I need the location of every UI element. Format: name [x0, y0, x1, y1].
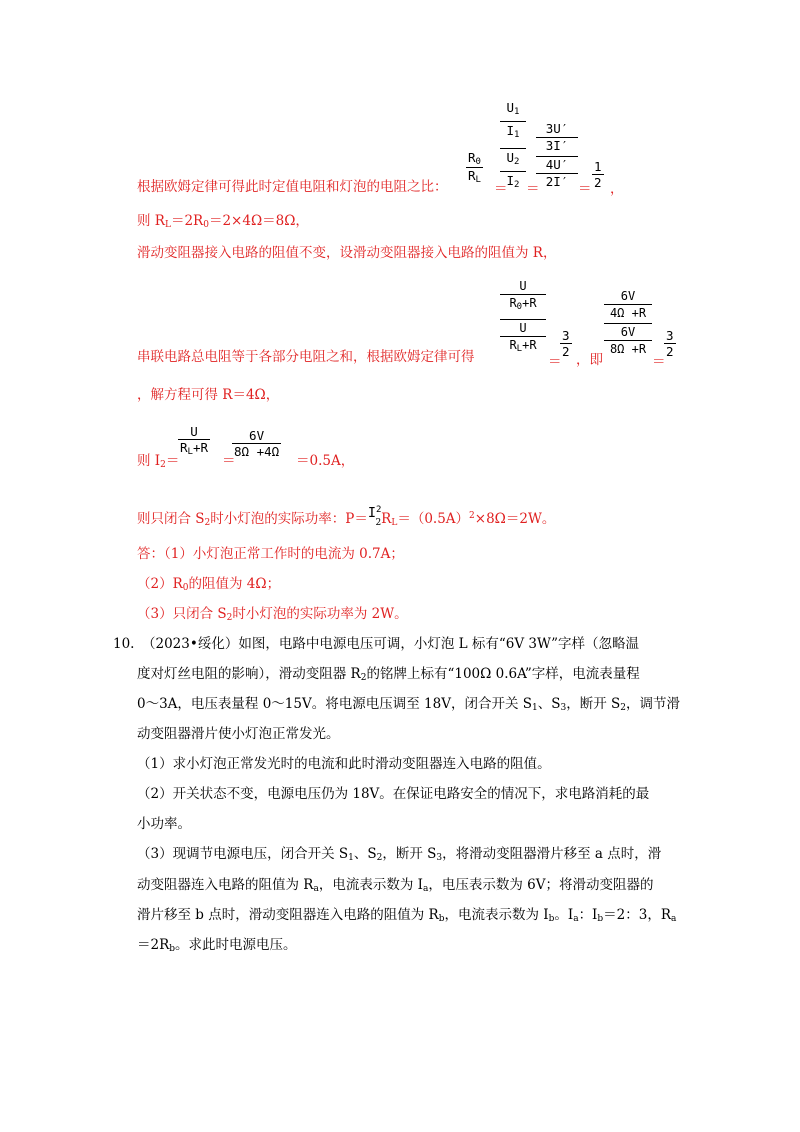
ratio-nested-fraction: $U_1$ $I_1$ $U_2$ $I_2$	[500, 99, 526, 194]
series-nested-a: U $R_0+R$ U $R_L+R$	[500, 278, 546, 357]
ratio-one-half: 1 2	[594, 159, 602, 190]
question-sub-3-line-4: $=2R_b$。求此时电源电压。	[137, 937, 297, 954]
power-line: 则只闭合 $S_2$时小灯泡的实际功率：$P=I^2_2R_L=(0.5A)^2\times 8\Omega=2W$。	[137, 505, 556, 528]
ratio-fraction: $R_0$ $R_L$ ＝ $U_1$ $I_1$ $U_2$ $I_2$ ＝ 3U′ 3I′ 4U′ 2I′ ＝ 1 2 ，	[468, 100, 624, 197]
series-three-halves: 3 2	[562, 328, 570, 359]
answer-3: （3）只闭合 $S_2$时小灯泡的实际功率为 2W。	[137, 606, 408, 623]
question-sub-2-line-1: （2）开关状态不变，电源电压仍为 18V。在保证电路安全的情况下，求电路消耗的最	[137, 786, 650, 802]
i2-fraction-2: 6V 8Ω +4Ω	[234, 428, 280, 459]
question-sub-2-line-2: 小功率。	[137, 816, 191, 832]
i2-fraction-1: U $R_L+R$	[180, 424, 209, 457]
ratio-prime-fraction: 3U′ 3I′ 4U′ 2I′	[536, 121, 578, 190]
series-text: 串联电路总电阻等于各部分电阻之和，根据欧姆定律可得	[137, 349, 475, 365]
ratio-r0-rl: $R_0$ $R_L$	[468, 150, 481, 185]
question-line-4: 动变阻器滑片使小灯泡正常发光。	[137, 726, 340, 742]
answer-1: 答：（1）小灯泡正常工作时的电流为 0.7A；	[137, 546, 404, 562]
question-sub-3-line-2: 动变阻器连入电路的阻值为 $R_a$，电流表示数为 $I_a$，电压表示数为 6V；将滑动变阻器的	[137, 877, 654, 894]
rl-line: 则 $R_L=2R_0=2\times 4\Omega=8\Omega$，	[137, 213, 309, 230]
question-number: 10.	[113, 636, 135, 652]
solve-text: ，解方程可得 R＝4Ω，	[137, 387, 280, 403]
ratio-text-label: 根据欧姆定律可得此时定值电阻和灯泡的电阻之比：	[137, 179, 448, 195]
question-line-3: 0～3A，电压表量程 0～15V。将电源电压调至 18V，闭合开关 $S_1$、$S_3$，断开 $S_2$，调节滑	[137, 696, 680, 713]
question-sub-3-line-3: 滑片移至 b 点时，滑动变阻器连入电路的阻值为 $R_b$，电流表示数为 $I_b$。$I_a$：$I_b=2$：3，$R_a$	[137, 907, 677, 924]
question-line-2: 度对灯丝电阻的影响），滑动变阻器 $R_2$的铭牌上标有“100Ω 0.6A”字样，电流表量程	[137, 666, 640, 683]
ratio-text	[137, 178, 448, 196]
slider-text: 滑动变阻器接入电路的阻值不变，设滑动变阻器接入电路的阻值为 R，	[137, 245, 557, 261]
question-line-1: （2023•绥化）如图，电路中电源电压可调，小灯泡 L 标有“6V 3W”字样（忽略温	[142, 636, 640, 652]
answer-2: $(2)R_0$的阻值为 4Ω；	[137, 576, 281, 593]
i2-line: 则 $I_2=$	[137, 453, 180, 470]
series-three-halves-2: 3 2	[666, 328, 674, 359]
question-sub-3-line-1: （3）现调节电源电压，闭合开关 $S_1$、$S_2$，断开 $S_3$，将滑动变阻器滑片移至 a 点时，滑	[137, 846, 662, 863]
series-nested-c: 6V 4Ω +R 6V 8Ω +R	[604, 288, 652, 357]
series-fraction: U $R_0+R$ U $R_L+R$ ＝ 3 2 ，即 6V 4Ω +R 6V 8Ω +R ＝ 3 2	[500, 278, 690, 368]
question-sub-1: （1）求小灯泡正常发光时的电流和此时滑动变阻器连入电路的阻值。	[137, 756, 551, 772]
